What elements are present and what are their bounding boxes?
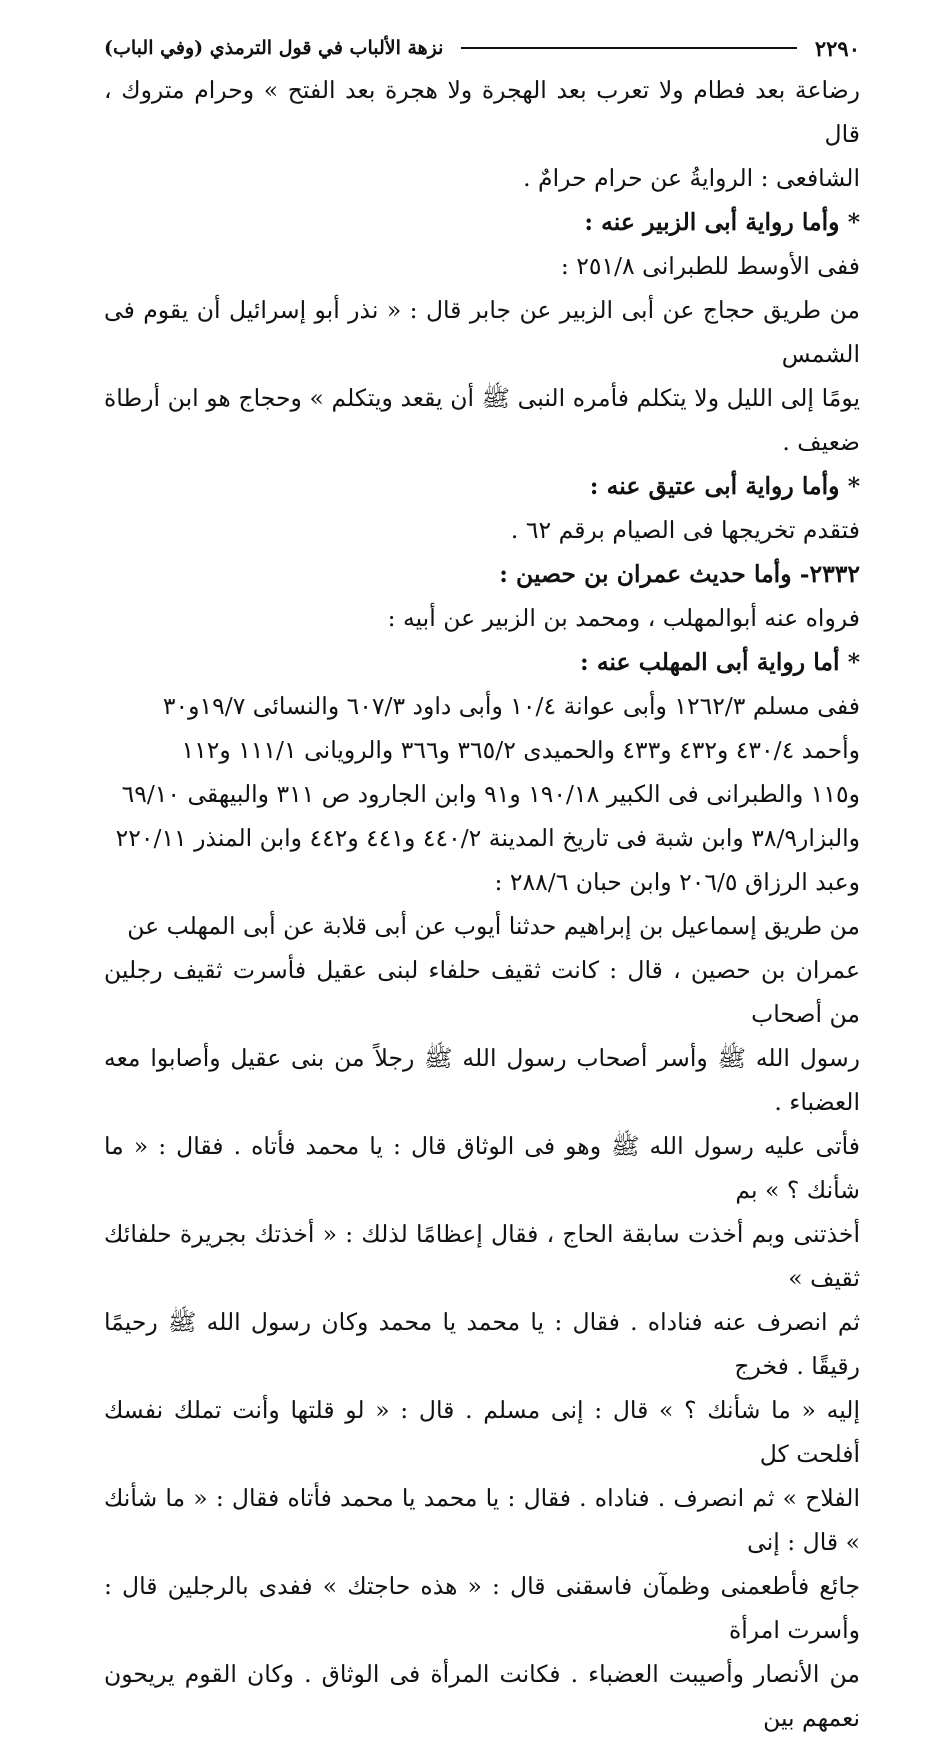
text-line: من طريق حجاج عن أبى الزبير عن جابر قال : « نذر أبو إسرائيل أن يقوم فى الشمس bbox=[104, 296, 860, 368]
text-line: ففى الأوسط للطبرانى ٢٥١/٨ : bbox=[560, 252, 860, 280]
section-heading-line: * وأما رواية أبى عتيق عنه : bbox=[589, 472, 860, 500]
text-line: و١١٥ والطبرانى فى الكبير ١٩٠/١٨ و٩١ وابن الجارود ص ٣١١ والبيهقى ٦٩/١٠ bbox=[121, 780, 860, 808]
text-line: والبزار٣٨/٩ وابن شبة فى تاريخ المدينة ٤٤٠/٢ و٤٤١ و٤٤٢ وابن المنذر ٢٢٠/١١ bbox=[115, 824, 860, 852]
text-line: ففى مسلم ١٢٦٢/٣ وأبى عوانة ١٠/٤ وأبى داود ٦٠٧/٣ والنسائى ١٩/٧و٣٠ bbox=[162, 692, 860, 720]
page-number: ٢٢٩٠ bbox=[814, 35, 860, 61]
text-line: جائع فأطعمنى وظمآن فاسقنى قال : « هذه حاجتك » ففدى بالرجلين قال : وأسرت امرأة bbox=[104, 1572, 860, 1644]
text-line: فأتى عليه رسول الله ﷺ وهو فى الوثاق قال : يا محمد فأتاه . فقال : « ما شأنك ؟ » بم bbox=[104, 1132, 860, 1204]
section-heading-line: * أما رواية أبى المهلب عنه : bbox=[579, 648, 860, 676]
body-text bbox=[104, 68, 860, 1740]
text-line: رضاعة بعد فطام ولا تعرب بعد الهجرة ولا هجرة بعد الفتح » وحرام متروك ، قال bbox=[104, 76, 860, 148]
text-line: الشافعى : الروايةُ عن حرام حرامٌ . bbox=[523, 164, 860, 192]
section-heading-line: * وأما رواية أبى الزبير عنه : bbox=[584, 208, 860, 236]
text-line: من الأنصار وأصيبت العضباء . فكانت المرأة فى الوثاق . وكان القوم يريحون نعمهم بين bbox=[104, 1660, 860, 1732]
text-line: ثم انصرف عنه فناداه . فقال : يا محمد يا محمد وكان رسول الله ﷺ رحيمًا رقيقًا . فخرج bbox=[104, 1308, 860, 1380]
page-header bbox=[104, 34, 860, 62]
text-line: وأحمد ٤٣٠/٤ و٤٣٢ و٤٣٣ والحميدى ٣٦٥/٢ و٣٦٦ والرويانى ١١١/١ و١١٢ bbox=[181, 736, 860, 764]
header-rule bbox=[461, 47, 796, 49]
text-line: إليه « ما شأنك ؟ » قال : إنى مسلم . قال : « لو قلتها وأنت تملك نفسك أفلحت كل bbox=[104, 1396, 860, 1468]
text-line: عمران بن حصين ، قال : كانت ثقيف حلفاء لبنى عقيل فأسرت ثقيف رجلين من أصحاب bbox=[104, 956, 860, 1028]
text-line: أخذتنى وبم أخذت سابقة الحاج ، فقال إعظامًا لذلك : « أخذتك بجريرة حلفائك ثقيف » bbox=[104, 1220, 860, 1292]
text-line: وعبد الرزاق ٢٠٦/٥ وابن حبان ٢٨٨/٦ : bbox=[494, 868, 860, 896]
text-line: فتقدم تخريجها فى الصيام برقم ٦٢ . bbox=[510, 516, 860, 544]
text-line: فرواه عنه أبوالمهلب ، ومحمد بن الزبير عن أبيه : bbox=[387, 604, 860, 632]
section-heading-line: ٢٣٣٢- وأما حديث عمران بن حصين : bbox=[499, 560, 860, 588]
text-line: يومًا إلى الليل ولا يتكلم فأمره النبى ﷺ أن يقعد ويتكلم » وحجاج هو ابن أرطاة ضعيف . bbox=[104, 384, 860, 456]
text-line: من طريق إسماعيل بن إبراهيم حدثنا أيوب عن أبى قلابة عن أبى المهلب عن bbox=[127, 912, 860, 940]
running-title: نزهة الألباب في قول الترمذي (وفي الباب) bbox=[104, 37, 444, 59]
text-line: رسول الله ﷺ وأسر أصحاب رسول الله ﷺ رجلاً من بنى عقيل وأصابوا معه العضباء . bbox=[104, 1044, 860, 1116]
text-line: الفلاح » ثم انصرف . فناداه . فقال : يا محمد يا محمد فأتاه فقال : « ما شأنك » قال : إنى bbox=[104, 1484, 860, 1556]
